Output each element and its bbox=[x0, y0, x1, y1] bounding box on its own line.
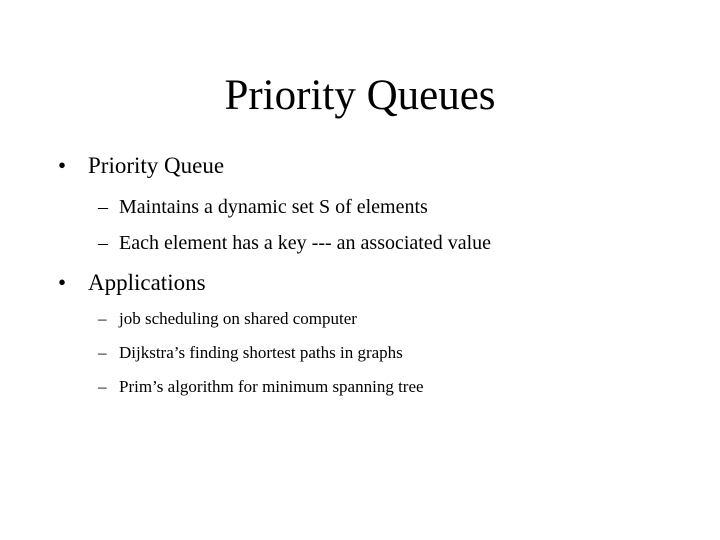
sub-item-dynamic-set bbox=[98, 196, 428, 218]
bullet-priority-queue bbox=[58, 153, 224, 179]
dash-marker: – bbox=[98, 309, 107, 328]
sub-item-text: job scheduling on shared computer bbox=[119, 309, 357, 328]
sub-item-job-scheduling bbox=[98, 308, 357, 330]
bullet-text: Applications bbox=[88, 270, 206, 295]
sub-item-text: Maintains a dynamic set S of elements bbox=[119, 196, 428, 218]
sub-item-key-value bbox=[98, 232, 491, 254]
dash-marker: – bbox=[98, 377, 107, 396]
dash-marker: – bbox=[98, 196, 108, 218]
dash-marker: – bbox=[98, 232, 108, 254]
bullet-text: Priority Queue bbox=[88, 153, 225, 178]
sub-item-text: Prim’s algorithm for minimum spanning tree bbox=[119, 377, 424, 396]
bullet-applications bbox=[58, 270, 206, 296]
bullet-marker: • bbox=[58, 270, 67, 295]
bullet-marker: • bbox=[58, 153, 67, 178]
sub-item-prim bbox=[98, 376, 424, 398]
slide-title: Priority Queues bbox=[224, 72, 496, 119]
sub-item-text: Each element has a key --- an associated value bbox=[119, 232, 492, 254]
sub-item-dijkstra bbox=[98, 342, 403, 364]
dash-marker: – bbox=[98, 343, 107, 362]
sub-item-text: Dijkstra’s finding shortest paths in graphs bbox=[119, 343, 403, 362]
